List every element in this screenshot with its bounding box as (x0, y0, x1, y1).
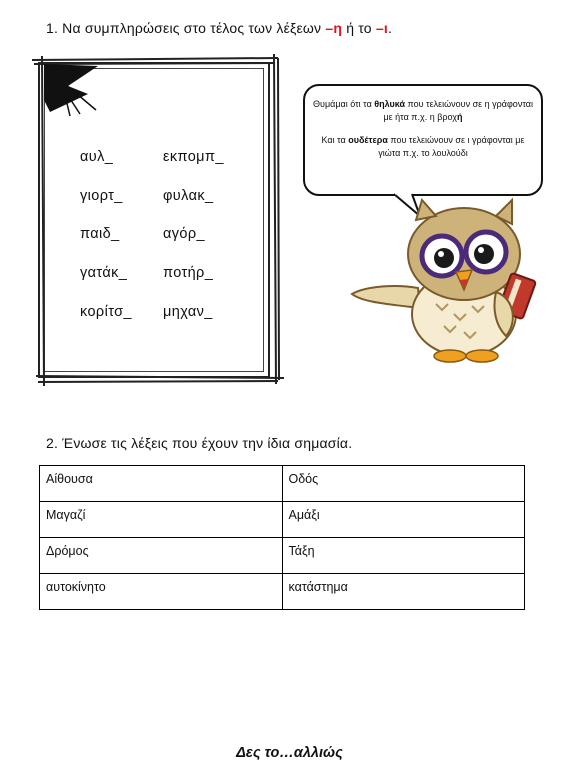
word-right-3: αγόρ_ (163, 226, 206, 242)
exercise-1-title (46, 20, 392, 36)
table-row (40, 538, 525, 574)
table-cell-left[interactable]: Δρόμος (40, 538, 283, 574)
exercise-2-instruction: Ένωσε τις λέξεις που έχουν την ίδια σημασία. (62, 435, 353, 451)
frame-sketch-lines (28, 50, 288, 390)
table-row (40, 574, 525, 610)
word-right-5: μηχαν_ (163, 304, 213, 320)
option-connector: ή το (346, 20, 372, 36)
title-period: . (387, 20, 393, 36)
exercise-1-instruction: Να συμπληρώσεις στο τέλος των λέξεων (62, 20, 322, 36)
table-cell-left[interactable]: αυτοκίνητο (40, 574, 283, 610)
table-cell-right[interactable]: Αμάξι (282, 502, 525, 538)
footer-caption: Δες το…αλλιώς (236, 745, 343, 761)
word-right-2: φυλακ_ (163, 188, 214, 204)
owl-illustration (346, 196, 556, 368)
table-cell-right[interactable]: κατάστημα (282, 574, 525, 610)
word-left-1: αυλ_ (80, 149, 114, 165)
bubble-rule-feminine: Θυμάμαι ότι τα θηλυκά που τελειώνουν σε η γράφονται με ήτα π.χ. η βροχή (313, 99, 533, 122)
table-cell-left[interactable]: Αίθουσα (40, 466, 283, 502)
exercise-1-number: 1. (46, 20, 59, 36)
word-left-4: γατάκ_ (80, 265, 128, 281)
table-cell-right[interactable]: Τάξη (282, 538, 525, 574)
exercise-2-title (46, 435, 352, 451)
table-cell-left[interactable]: Μαγαζί (40, 502, 283, 538)
speech-bubble (303, 84, 543, 196)
exercise-2-number: 2. (46, 435, 59, 451)
word-left-3: παιδ_ (80, 226, 120, 242)
matching-table (39, 465, 525, 610)
table-cell-right[interactable]: Οδός (282, 466, 525, 502)
word-right-1: εκπομπ_ (163, 149, 224, 165)
table-row (40, 502, 525, 538)
bubble-rule-neuter: Και τα ουδέτερα που τελειώνουν σε ι γράφονται με γιώτα π.χ. το λουλούδι (321, 135, 525, 158)
option-eta: –η (325, 20, 343, 36)
option-iota: –ι (375, 20, 388, 36)
word-left-5: κορίτσ_ (80, 304, 132, 320)
word-right-4: ποτήρ_ (163, 265, 214, 281)
word-left-2: γιορτ_ (80, 188, 123, 204)
table-row (40, 466, 525, 502)
